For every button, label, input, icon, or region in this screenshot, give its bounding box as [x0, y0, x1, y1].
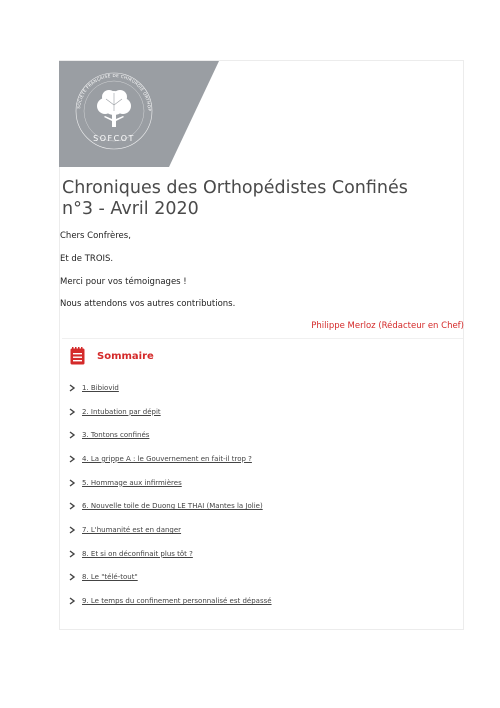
toc-link-9[interactable]: 8. Le "télé-tout"	[82, 573, 138, 582]
list-item	[68, 400, 272, 424]
intro-line-2: Et de TROIS.	[60, 254, 114, 264]
newsletter-title	[62, 178, 460, 220]
title-line-1: Chroniques des Orthopédistes Confinés	[62, 178, 408, 198]
list-item	[68, 566, 272, 590]
list-item	[68, 471, 272, 495]
chevron-right-icon	[68, 550, 76, 558]
chevron-right-icon	[68, 573, 76, 581]
toc-link-4[interactable]: 4. La grippe A : le Gouvernement en fait-il trop ?	[82, 454, 252, 463]
toc-link-6[interactable]: 6. Nouvelle toile de Duong LE THAI (Mantes la Jolie)	[82, 502, 263, 511]
greeting: Chers Confrères,	[60, 231, 131, 241]
table-of-contents	[62, 338, 463, 629]
chevron-right-icon	[68, 384, 76, 392]
toc-list	[68, 376, 272, 613]
chevron-right-icon	[68, 431, 76, 439]
logo-ring-text: SOCIÉTÉ FRANÇAISE DE CHIRURGIE ORTHOP	[76, 72, 153, 112]
sofcot-logo	[59, 61, 219, 167]
chevron-right-icon	[68, 408, 76, 416]
toc-link-1[interactable]: 1. Bibiovid	[82, 383, 119, 392]
chevron-right-icon	[68, 479, 76, 487]
chevron-right-icon	[68, 597, 76, 605]
toc-header	[70, 345, 154, 367]
chevron-right-icon	[68, 502, 76, 510]
toc-link-2[interactable]: 2. Intubation par dépit	[82, 407, 161, 416]
chevron-right-icon	[68, 455, 76, 463]
list-item	[68, 376, 272, 400]
chevron-right-icon	[68, 526, 76, 534]
title-line-2: n°3 - Avril 2020	[62, 199, 199, 219]
list-item	[68, 542, 272, 566]
logo-wordmark: SOFCOT	[93, 134, 135, 143]
list-icon	[70, 347, 85, 365]
toc-link-5[interactable]: 5. Hommage aux infirmières	[82, 478, 182, 487]
intro-line-4: Nous attendons vos autres contributions.	[60, 299, 236, 309]
list-item	[68, 589, 272, 613]
editor-signature: Philippe Merloz (Rédacteur en Chef)	[311, 321, 464, 331]
list-item	[68, 494, 272, 518]
toc-link-10[interactable]: 9. Le temps du confinement personnalisé est dépassé	[82, 597, 272, 606]
toc-link-3[interactable]: 3. Tontons confinés	[82, 431, 150, 440]
toc-link-7[interactable]: 7. L'humanité est en danger	[82, 525, 182, 534]
list-item	[68, 447, 272, 471]
list-item	[68, 518, 272, 542]
intro-line-3: Merci pour vos témoignages !	[60, 277, 187, 287]
toc-link-8[interactable]: 8. Et si on déconfinait plus tôt ?	[82, 549, 193, 558]
toc-heading: Sommaire	[97, 350, 154, 362]
list-item	[68, 423, 272, 447]
